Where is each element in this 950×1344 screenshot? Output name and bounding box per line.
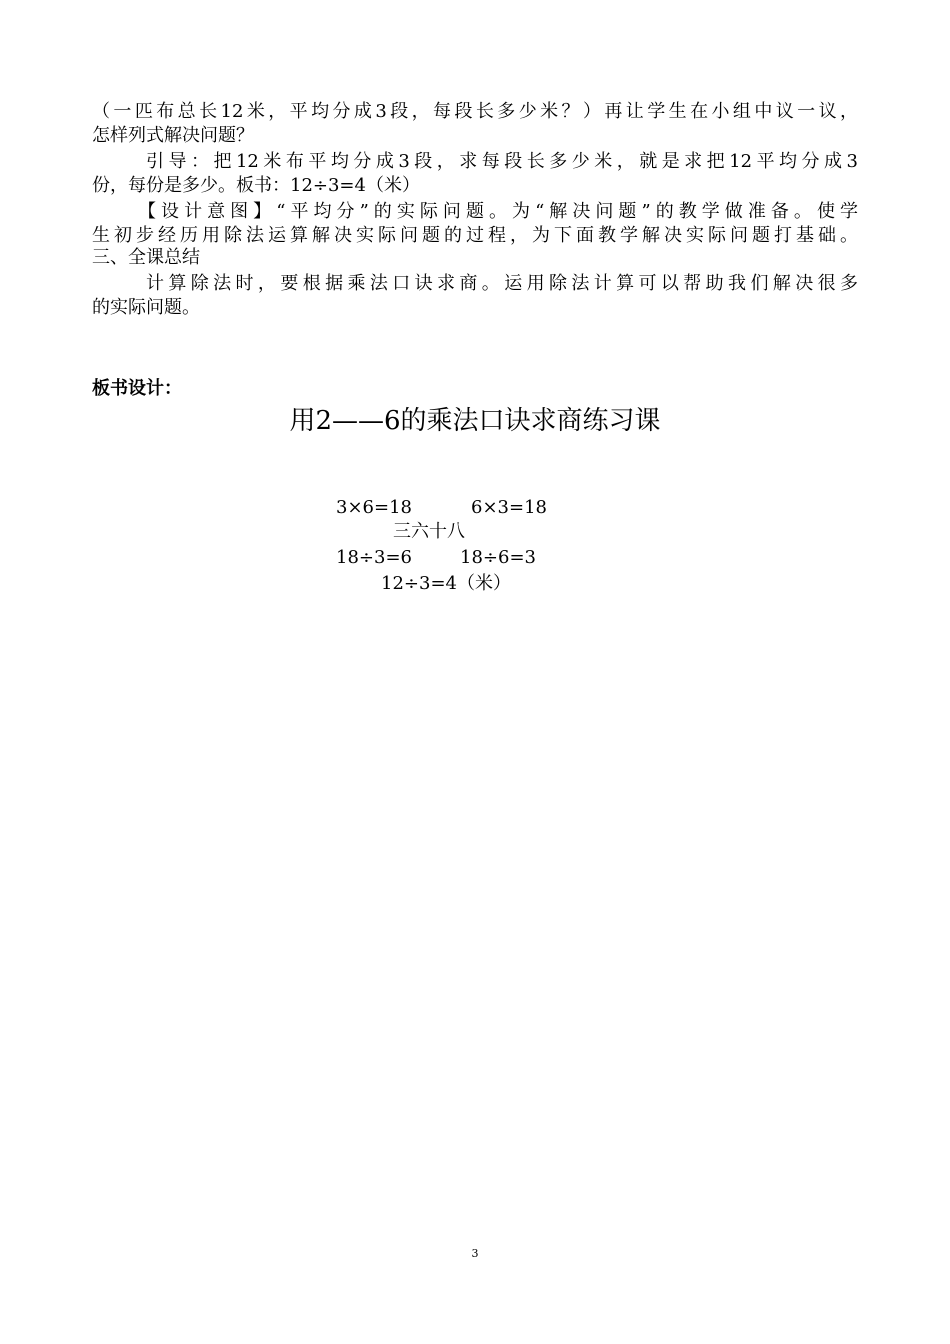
paragraph-line: 份，每份是多少。板书：12÷3=4（米）: [92, 175, 420, 196]
design-intent-line: 【设计意图】“平均分”的实际问题。为“解决问题”的教学做准备。使学: [138, 201, 858, 222]
page-number: 3: [471, 1247, 479, 1260]
paragraph-line: （一匹布总长12米，平均分成3段，每段长多少米？）再让学生在小组中议一议，: [92, 101, 858, 122]
board-equation: 18÷3=6: [336, 547, 412, 568]
paragraph-line: 引导：把12米布平均分成3段，求每段长多少米，就是求把12平均分成3: [146, 151, 858, 172]
section-heading: 三、全课总结: [92, 247, 200, 268]
board-title: 用2——6的乘法口诀求商练习课: [289, 406, 661, 436]
board-equation: 12÷3=4（米）: [381, 573, 511, 594]
paragraph-line: 的实际问题。: [92, 297, 200, 318]
paragraph-line: 计算除法时，要根据乘法口诀求商。运用除法计算可以帮助我们解决很多: [146, 273, 858, 294]
design-intent-line: 生初步经历用除法运算解决实际问题的过程，为下面教学解决实际问题打基础。: [92, 225, 858, 246]
paragraph-line: 怎样列式解决问题？: [92, 125, 254, 146]
board-verse: 三六十八: [393, 521, 465, 542]
board-equation: 6×3=18: [471, 497, 547, 518]
board-design-heading: 板书设计：: [92, 378, 182, 399]
board-equation: 18÷6=3: [460, 547, 536, 568]
board-equation: 3×6=18: [336, 497, 412, 518]
